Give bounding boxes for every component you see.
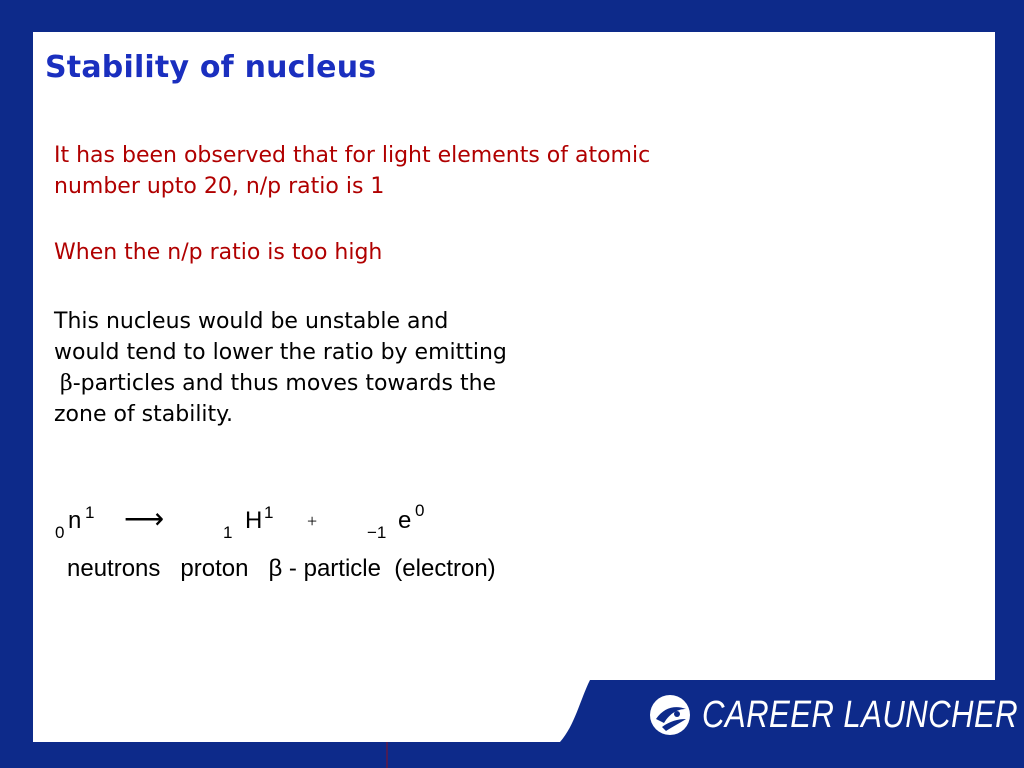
slide-title: Stability of nucleus	[45, 50, 377, 85]
explanation-line-2: would tend to lower the ratio by emitting	[54, 340, 507, 365]
logo-text: CAREER LAUNCHER	[702, 693, 1019, 736]
neutron-subscript: 0	[55, 523, 65, 542]
explanation-line-1: This nucleus would be unstable and	[54, 309, 449, 334]
career-launcher-logo	[648, 693, 1024, 737]
launcher-emblem-icon	[648, 693, 692, 737]
reaction-arrow: ⟶	[124, 504, 165, 535]
electron-subscript: −1	[367, 523, 387, 542]
proton-symbol: H	[245, 507, 263, 534]
proton-subscript: 1	[223, 523, 233, 542]
instability-explanation	[54, 306, 614, 430]
observation-text: It has been observed that for light elements of atomic number upto 20, n/p ratio is 1	[54, 143, 651, 199]
neutron-symbol: n	[68, 507, 82, 534]
explanation-line-3	[54, 368, 614, 399]
plus-sign: +	[307, 511, 318, 531]
electron-symbol: e	[398, 507, 412, 534]
explanation-line-4: zone of stability.	[54, 402, 234, 427]
neutron-superscript: 1	[85, 503, 95, 522]
high-ratio-text: When the n/p ratio is too high	[54, 240, 383, 265]
electron-superscript: 0	[415, 501, 425, 520]
beta-symbol: β	[60, 371, 73, 396]
explanation-line-3-text: -particles and thus moves towards the	[72, 371, 497, 396]
particle-labels: neutrons proton β - particle (electron)	[67, 555, 496, 582]
proton-superscript: 1	[264, 503, 274, 522]
